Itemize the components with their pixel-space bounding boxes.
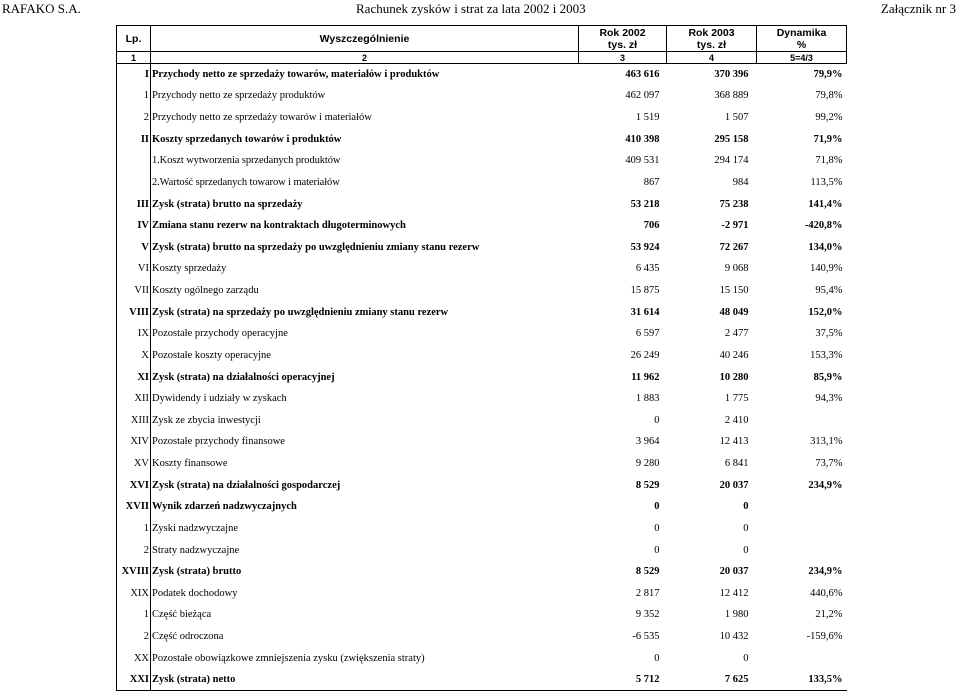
row-description: Pozostałe przychody operacyjne <box>152 328 288 340</box>
row-number: I <box>117 64 151 86</box>
table-row <box>117 604 847 626</box>
table-row <box>117 453 847 475</box>
value-2002: 1 883 <box>635 393 660 405</box>
value-2002: 9 280 <box>635 458 660 470</box>
col-header-dynamics: Dynamika <box>757 26 847 40</box>
value-dynamics: 37,5% <box>815 328 843 340</box>
row-description: Straty nadzwyczajne <box>152 544 240 556</box>
annex-label: Załącznik nr 3 <box>880 1 956 16</box>
table-row <box>117 539 847 561</box>
value-2003: 20 037 <box>719 566 749 578</box>
row-number: III <box>117 193 151 215</box>
value-2003: 12 412 <box>719 587 749 599</box>
row-description: Przychody netto ze sprzedaży produktów <box>152 90 326 102</box>
table-row <box>117 85 847 107</box>
row-number: XIX <box>117 583 151 605</box>
report-title: Rachunek zysków i strat za lata 2002 i 2003 <box>356 1 586 16</box>
value-2002: 11 962 <box>631 371 660 383</box>
value-2002: 410 398 <box>625 133 660 145</box>
value-2003: 2 477 <box>724 328 749 340</box>
row-number: IX <box>117 323 151 345</box>
row-description: Przychody netto ze sprzedaży towarów, materiałów i produktów <box>152 69 440 81</box>
value-2003: 0 <box>743 501 749 513</box>
value-2003: 20 037 <box>719 479 749 491</box>
value-dynamics: -420,8% <box>804 220 843 232</box>
value-2003: 0 <box>743 544 749 556</box>
value-dynamics <box>757 539 847 561</box>
value-2003: 294 174 <box>714 155 749 167</box>
value-dynamics: -159,6% <box>806 631 843 643</box>
row-number: 1 <box>117 518 151 540</box>
table-row <box>117 193 847 215</box>
value-dynamics: 234,9% <box>808 479 843 491</box>
value-dynamics: 313,1% <box>810 436 843 448</box>
value-2002: 15 875 <box>630 285 660 297</box>
row-description: 1.Koszt wytworzenia sprzedanych produktów <box>152 155 341 167</box>
value-2002: 0 <box>654 522 660 534</box>
value-2003: 7 625 <box>667 669 757 691</box>
value-dynamics: 99,2% <box>815 112 843 124</box>
value-2002: 1 519 <box>635 112 660 124</box>
row-number: 2 <box>117 107 151 129</box>
row-description: Pozostałe obowiązkowe zmniejszenia zysku (zwiększenia straty) <box>152 652 425 664</box>
value-2003: 40 246 <box>719 349 749 361</box>
value-2002: 26 249 <box>630 349 660 361</box>
row-description: Koszty ogólnego zarządu <box>152 285 259 297</box>
value-2002: 0 <box>654 414 660 426</box>
page-header <box>0 0 960 18</box>
value-dynamics: 113,5% <box>810 176 843 188</box>
col-header-lp: Lp. <box>117 26 151 52</box>
value-2003: 6 841 <box>724 458 749 470</box>
row-number: II <box>117 128 151 150</box>
value-dynamics: 73,7% <box>815 458 843 470</box>
value-2003: 0 <box>743 652 749 664</box>
table-row <box>117 626 847 648</box>
value-2003: 75 238 <box>719 198 749 210</box>
row-description: Zyski nadzwyczajne <box>152 522 239 534</box>
row-number: XIV <box>117 431 151 453</box>
value-2002: 8 529 <box>635 566 660 578</box>
row-number <box>117 172 151 194</box>
row-description: Część odroczona <box>152 631 224 643</box>
row-number: VIII <box>117 301 151 323</box>
value-dynamics: 140,9% <box>810 263 843 275</box>
row-number: VI <box>117 258 151 280</box>
company-name: RAFAKO S.A. <box>2 1 81 16</box>
value-2003: -2 971 <box>721 220 749 232</box>
table-row <box>117 561 847 583</box>
value-dynamics <box>757 410 847 432</box>
row-description: Przychody netto ze sprzedaży towarów i materiałów <box>152 112 372 124</box>
value-2003: 9 068 <box>724 263 749 275</box>
table-row <box>117 237 847 259</box>
table-row <box>117 323 847 345</box>
table-row <box>117 518 847 540</box>
value-2003: 370 396 <box>714 69 749 81</box>
row-description: Koszty sprzedanych towarów i produktów <box>152 133 342 145</box>
row-description: Zysk (strata) na działalności operacyjnej <box>152 371 335 383</box>
col-header-year-2002: Rok 2002 <box>579 26 667 40</box>
row-description: Pozostałe przychody finansowe <box>152 436 285 448</box>
row-number: IV <box>117 215 151 237</box>
row-number: VII <box>117 280 151 302</box>
value-2003: 368 889 <box>714 90 749 102</box>
col-number: 5=4/3 <box>757 52 847 64</box>
value-dynamics: 95,4% <box>815 285 843 297</box>
value-dynamics: 71,9% <box>813 133 843 145</box>
value-2002: 409 531 <box>625 155 660 167</box>
row-description: Zysk ze zbycia inwestycji <box>152 414 261 426</box>
row-description: Koszty sprzedaży <box>152 263 227 275</box>
col-number: 2 <box>151 52 579 64</box>
col-unit-dynamics: % <box>757 39 847 52</box>
row-description: Zmiana stanu rezerw na kontraktach długoterminowych <box>152 220 406 232</box>
table-row <box>117 150 847 172</box>
value-dynamics: 234,9% <box>808 566 843 578</box>
value-2002: 53 218 <box>630 198 660 210</box>
income-statement-table <box>116 25 847 691</box>
value-2003: 15 150 <box>719 285 749 297</box>
table-row <box>117 280 847 302</box>
table-row <box>117 583 847 605</box>
value-dynamics <box>757 518 847 540</box>
row-description: Dywidendy i udziały w zyskach <box>152 393 287 405</box>
row-description: Część bieżąca <box>152 609 212 621</box>
col-number: 1 <box>117 52 151 64</box>
value-dynamics <box>757 496 847 518</box>
value-2003: 12 413 <box>719 436 749 448</box>
value-2002: -6 535 <box>632 631 660 643</box>
row-number: XIII <box>117 410 151 432</box>
row-description: Zysk (strata) netto <box>151 669 579 691</box>
row-description: Wynik zdarzeń nadzwyczajnych <box>152 501 297 513</box>
col-number: 3 <box>579 52 667 64</box>
table-row <box>117 669 847 691</box>
value-2003: 48 049 <box>719 306 749 318</box>
table-row <box>117 301 847 323</box>
row-description: Zysk (strata) brutto <box>152 566 242 578</box>
value-dynamics: 153,3% <box>810 349 843 361</box>
table-row <box>117 647 847 669</box>
col-number: 4 <box>667 52 757 64</box>
row-description: 2.Wartość sprzedanych towarow i materiałów <box>152 176 340 188</box>
row-description: Zysk (strata) brutto na sprzedaży <box>152 198 303 210</box>
value-2002: 706 <box>643 220 660 232</box>
value-2003: 0 <box>743 522 749 534</box>
table-row <box>117 128 847 150</box>
table-row <box>117 474 847 496</box>
value-dynamics: 79,9% <box>813 69 843 81</box>
value-2002: 9 352 <box>635 609 660 621</box>
value-2002: 0 <box>654 544 660 556</box>
col-header-year-2003: Rok 2003 <box>667 26 757 40</box>
value-dynamics: 85,9% <box>813 371 843 383</box>
table-row <box>117 366 847 388</box>
row-number: X <box>117 345 151 367</box>
value-2003: 10 432 <box>719 631 749 643</box>
value-2003: 984 <box>732 176 749 188</box>
value-dynamics: 94,3% <box>815 393 843 405</box>
row-number: XVIII <box>117 561 151 583</box>
value-2002: 867 <box>643 176 660 188</box>
value-2002: 6 597 <box>635 328 660 340</box>
value-2002: 53 924 <box>630 241 660 253</box>
table-row <box>117 388 847 410</box>
table-row <box>117 496 847 518</box>
row-description: Zysk (strata) na działalności gospodarczej <box>152 479 341 491</box>
value-dynamics: 141,4% <box>808 198 843 210</box>
row-number: XX <box>117 647 151 669</box>
row-number: XI <box>117 366 151 388</box>
value-dynamics <box>757 647 847 669</box>
value-dynamics: 134,0% <box>808 241 843 253</box>
value-2002: 463 616 <box>625 69 660 81</box>
value-2002: 31 614 <box>630 306 660 318</box>
table-row <box>117 107 847 129</box>
row-number: XXI <box>117 669 151 691</box>
value-dynamics: 152,0% <box>808 306 843 318</box>
value-2003: 295 158 <box>714 133 749 145</box>
table-row <box>117 172 847 194</box>
row-description: Pozostałe koszty operacyjne <box>152 349 271 361</box>
value-2002: 0 <box>654 652 660 664</box>
value-2002: 8 529 <box>635 479 660 491</box>
value-2002: 0 <box>654 501 660 513</box>
value-2003: 1 775 <box>724 393 749 405</box>
value-2003: 2 410 <box>724 414 749 426</box>
value-2002: 5 712 <box>579 669 667 691</box>
row-number: XII <box>117 388 151 410</box>
table-body <box>117 64 847 691</box>
row-number: 1 <box>117 604 151 626</box>
value-dynamics: 133,5% <box>757 669 847 691</box>
value-2003: 1 507 <box>724 112 749 124</box>
row-number: XVI <box>117 474 151 496</box>
table-row <box>117 345 847 367</box>
table-row <box>117 258 847 280</box>
table-row <box>117 431 847 453</box>
row-number: V <box>117 237 151 259</box>
value-2002: 462 097 <box>625 90 660 102</box>
value-dynamics: 71,8% <box>815 155 843 167</box>
row-description: Koszty finansowe <box>152 458 228 470</box>
value-2003: 1 980 <box>724 609 749 621</box>
row-number: 2 <box>117 626 151 648</box>
value-dynamics: 79,8% <box>815 90 843 102</box>
table-row <box>117 64 847 86</box>
value-dynamics: 440,6% <box>810 587 843 599</box>
row-description: Zysk (strata) na sprzedaży po uwzględnieniu zmiany stanu rezerw <box>152 306 449 318</box>
row-number <box>117 150 151 172</box>
row-number: XV <box>117 453 151 475</box>
col-unit-2003: tys. zł <box>667 39 757 52</box>
col-header-description: Wyszczególnienie <box>151 26 579 52</box>
row-number: XVII <box>117 496 151 518</box>
value-2003: 72 267 <box>719 241 749 253</box>
value-2002: 2 817 <box>635 587 660 599</box>
value-dynamics: 21,2% <box>815 609 843 621</box>
row-description: Zysk (strata) brutto na sprzedaży po uwzględnieniu zmiany stanu rezerw <box>152 241 480 253</box>
row-number: 1 <box>117 85 151 107</box>
col-unit-2002: tys. zł <box>579 39 667 52</box>
table-row <box>117 215 847 237</box>
value-2003: 10 280 <box>719 371 749 383</box>
value-2002: 3 964 <box>635 436 660 448</box>
row-description: Podatek dochodowy <box>152 587 238 599</box>
value-2002: 6 435 <box>635 263 660 275</box>
row-number: 2 <box>117 539 151 561</box>
table-row <box>117 410 847 432</box>
